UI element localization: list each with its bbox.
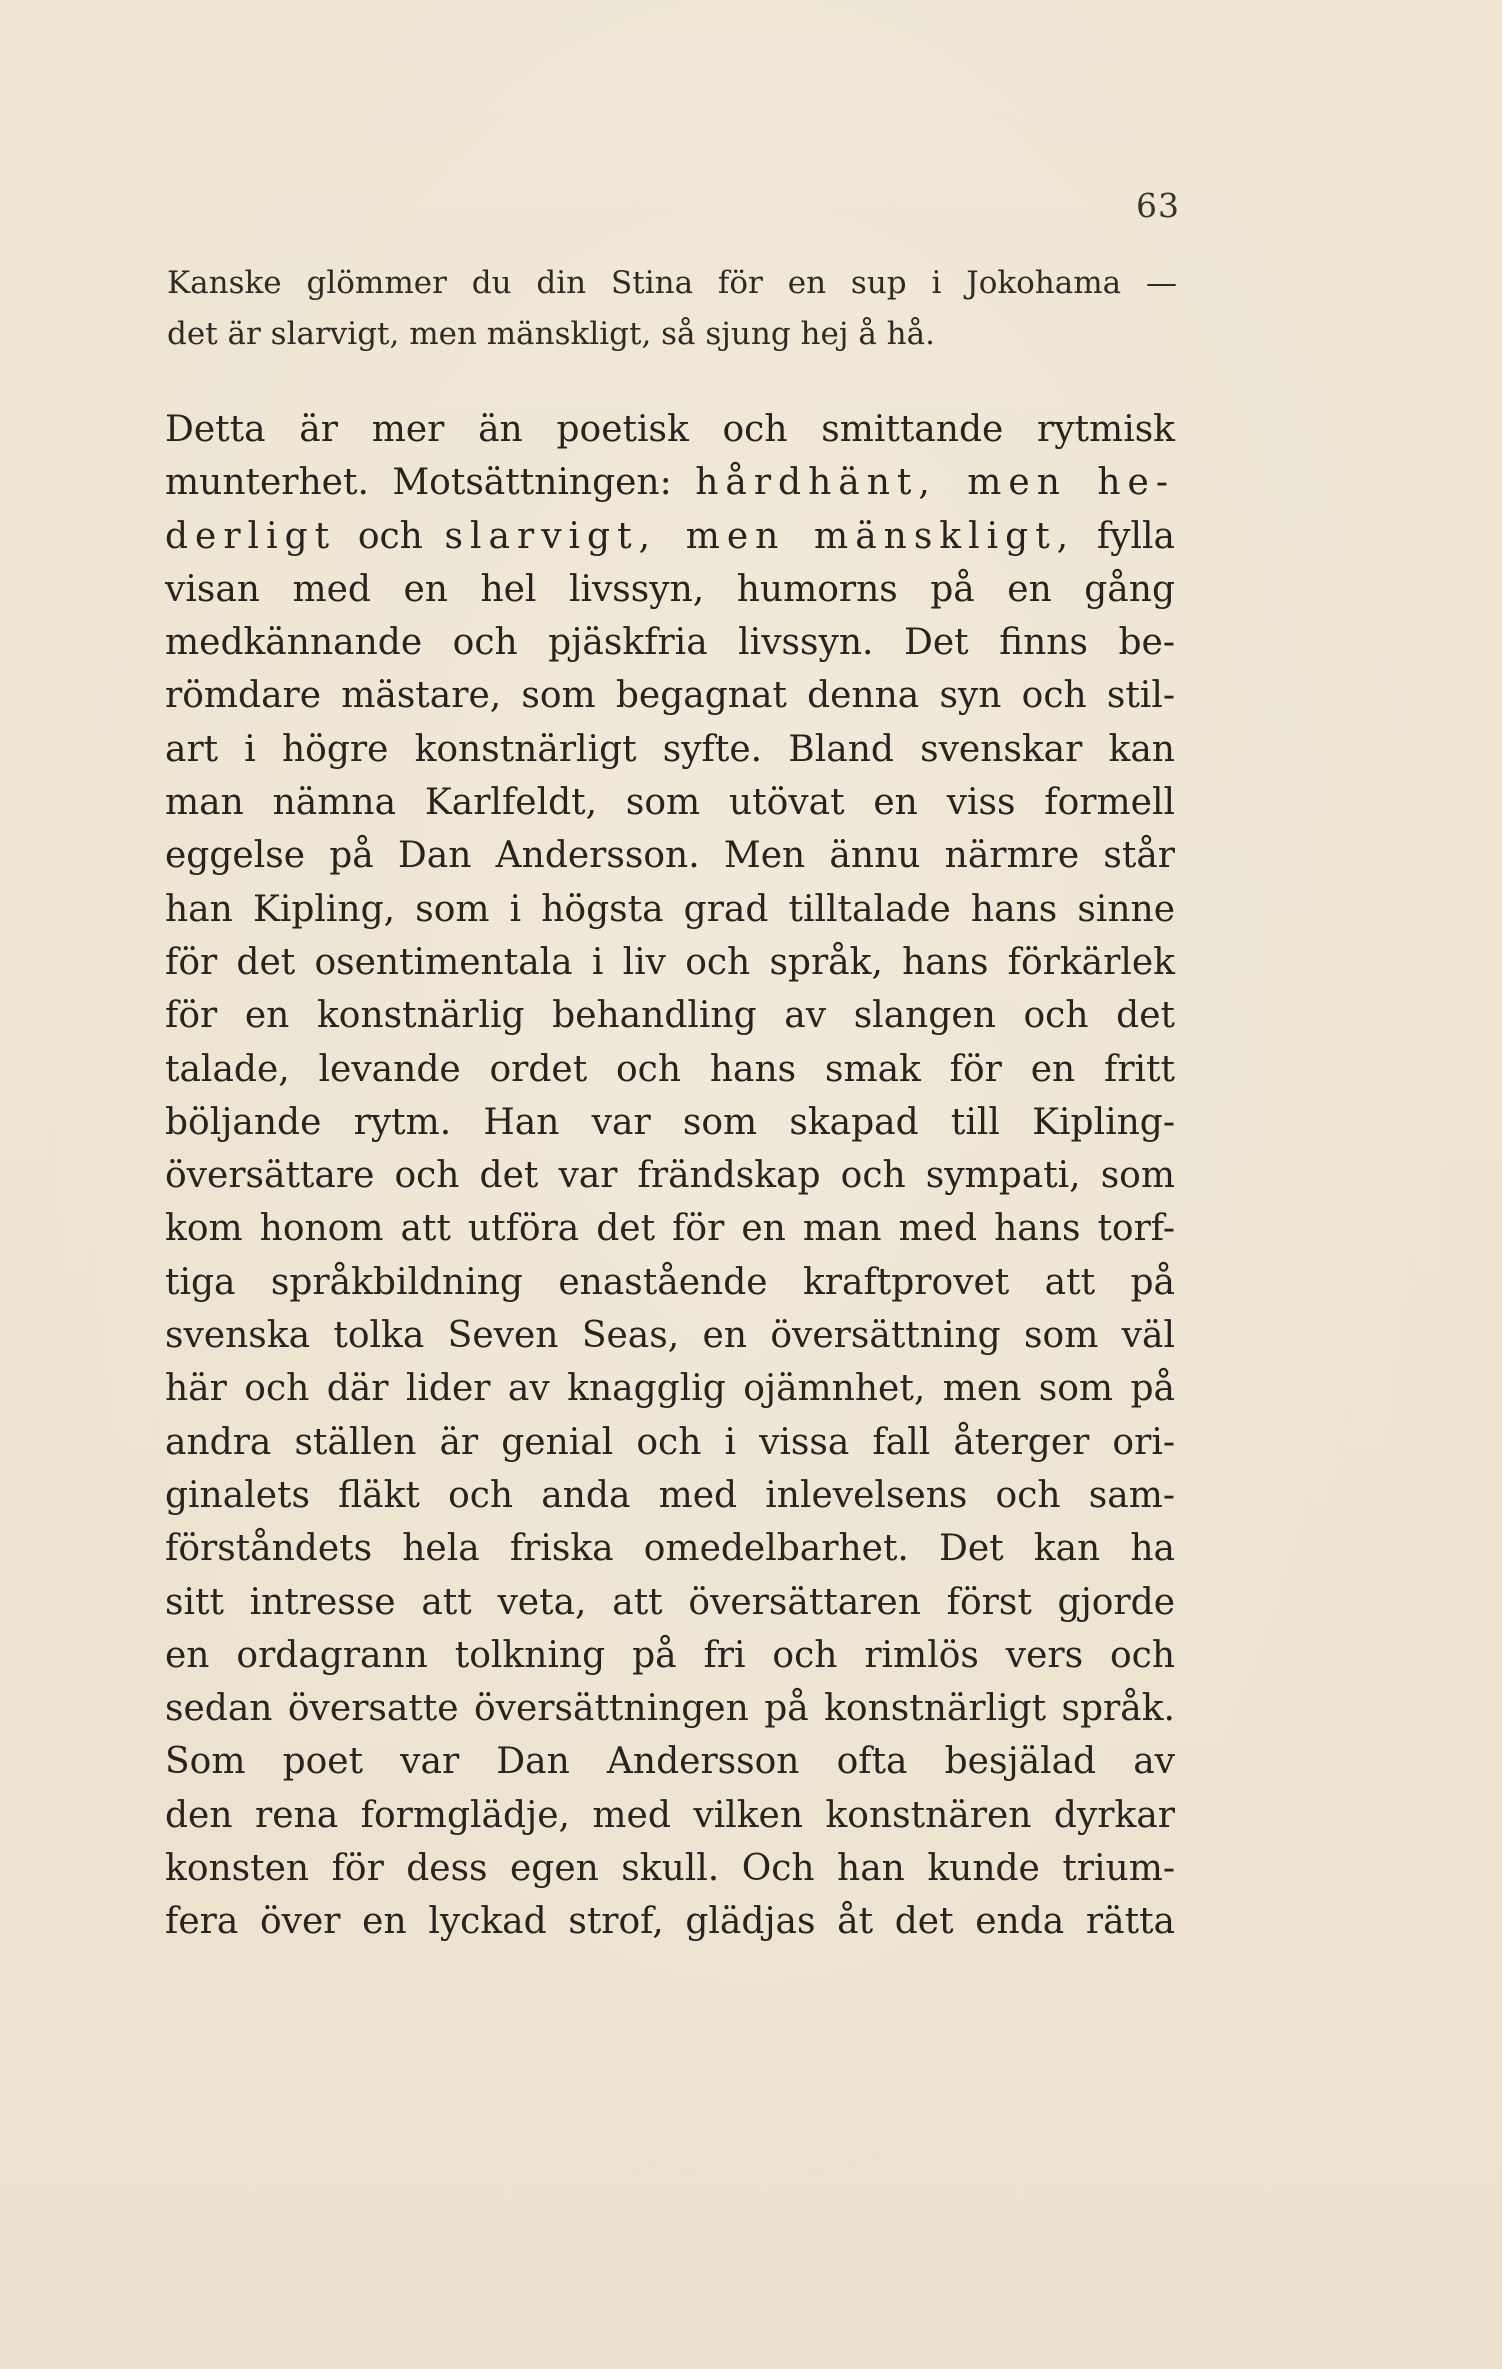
text-line: medkännande och pjäskfria livssyn. Det finns be- bbox=[165, 622, 1175, 664]
text-line: sedan översatte översättningen på konstnärligt språk. bbox=[165, 1688, 1175, 1730]
text-line: här och där lider av knagglig ojämnhet, men som på bbox=[165, 1368, 1175, 1410]
text-line: kom honom att utföra det för en man med hans torf- bbox=[165, 1208, 1175, 1250]
text-line: förståndets hela friska omedelbarhet. Det kan ha bbox=[165, 1528, 1175, 1570]
text-line: Som poet var Dan Andersson ofta besjälad av bbox=[165, 1741, 1175, 1783]
text-line: för en konstnärlig behandling av slangen och det bbox=[165, 995, 1175, 1037]
body-paragraph bbox=[165, 403, 1175, 1949]
text-line: svenska tolka Seven Seas, en översättning som väl bbox=[165, 1315, 1175, 1357]
epigraph-verse bbox=[167, 258, 1177, 360]
text-line: översättare och det var frändskap och sympati, som bbox=[165, 1155, 1175, 1197]
text-line: han Kipling, som i högsta grad tilltalade hans sinne bbox=[165, 888, 1175, 930]
text-line: talade, levande ordet och hans smak för en fritt bbox=[165, 1048, 1175, 1090]
text-line: art i högre konstnärligt syfte. Bland svenskar kan bbox=[165, 728, 1175, 770]
text-line: en ordagrann tolkning på fri och rimlös vers och bbox=[165, 1634, 1175, 1676]
text-line: derligt och slarvigt, men mänskligt, fylla bbox=[165, 515, 1175, 557]
spaced-emphasis: slarvigt, men mänskligt, bbox=[444, 515, 1076, 557]
text-line: den rena formglädje, med vilken konstnären dyrkar bbox=[165, 1794, 1175, 1836]
text-line: fera över en lyckad strof, glädjas åt det enda rätta bbox=[165, 1901, 1175, 1943]
epigraph-line: det är slarvigt, men mänskligt, så sjung hej å hå. bbox=[167, 316, 935, 352]
text-line: tiga språkbildning enastående kraftprovet att på bbox=[165, 1261, 1175, 1303]
text-line: Detta är mer än poetisk och smittande rytmisk bbox=[165, 409, 1175, 450]
spaced-emphasis: derligt bbox=[165, 515, 337, 557]
text-line: för det osentimentala i liv och språk, hans förkärlek bbox=[165, 941, 1175, 983]
text-line: munterhet. Motsättningen: hårdhänt, men he- bbox=[165, 462, 1175, 504]
text-line: böljande rytm. Han var som skapad till Kipling- bbox=[165, 1101, 1175, 1143]
text-line: visan med en hel livssyn, humorns på en gång bbox=[165, 568, 1175, 610]
text-line: römdare mästare, som begagnat denna syn och stil- bbox=[165, 675, 1175, 717]
text-line: andra ställen är genial och i vissa fall återger ori- bbox=[165, 1421, 1175, 1463]
text-line: konsten för dess egen skull. Och han kunde trium- bbox=[165, 1848, 1175, 1890]
epigraph-line: Kanske glömmer du din Stina för en sup i Jokohama — bbox=[167, 265, 1177, 301]
page-number: 63 bbox=[1136, 186, 1180, 225]
text-line: man nämna Karlfeldt, som utövat en viss formell bbox=[165, 782, 1175, 824]
spaced-emphasis: hårdhänt, men he- bbox=[695, 462, 1175, 504]
text-line: sitt intresse att veta, att översättaren först gjorde bbox=[165, 1581, 1175, 1623]
text-line: eggelse på Dan Andersson. Men ännu närmre står bbox=[165, 835, 1175, 877]
text-line: ginalets fläkt och anda med inlevelsens och sam- bbox=[165, 1474, 1175, 1516]
